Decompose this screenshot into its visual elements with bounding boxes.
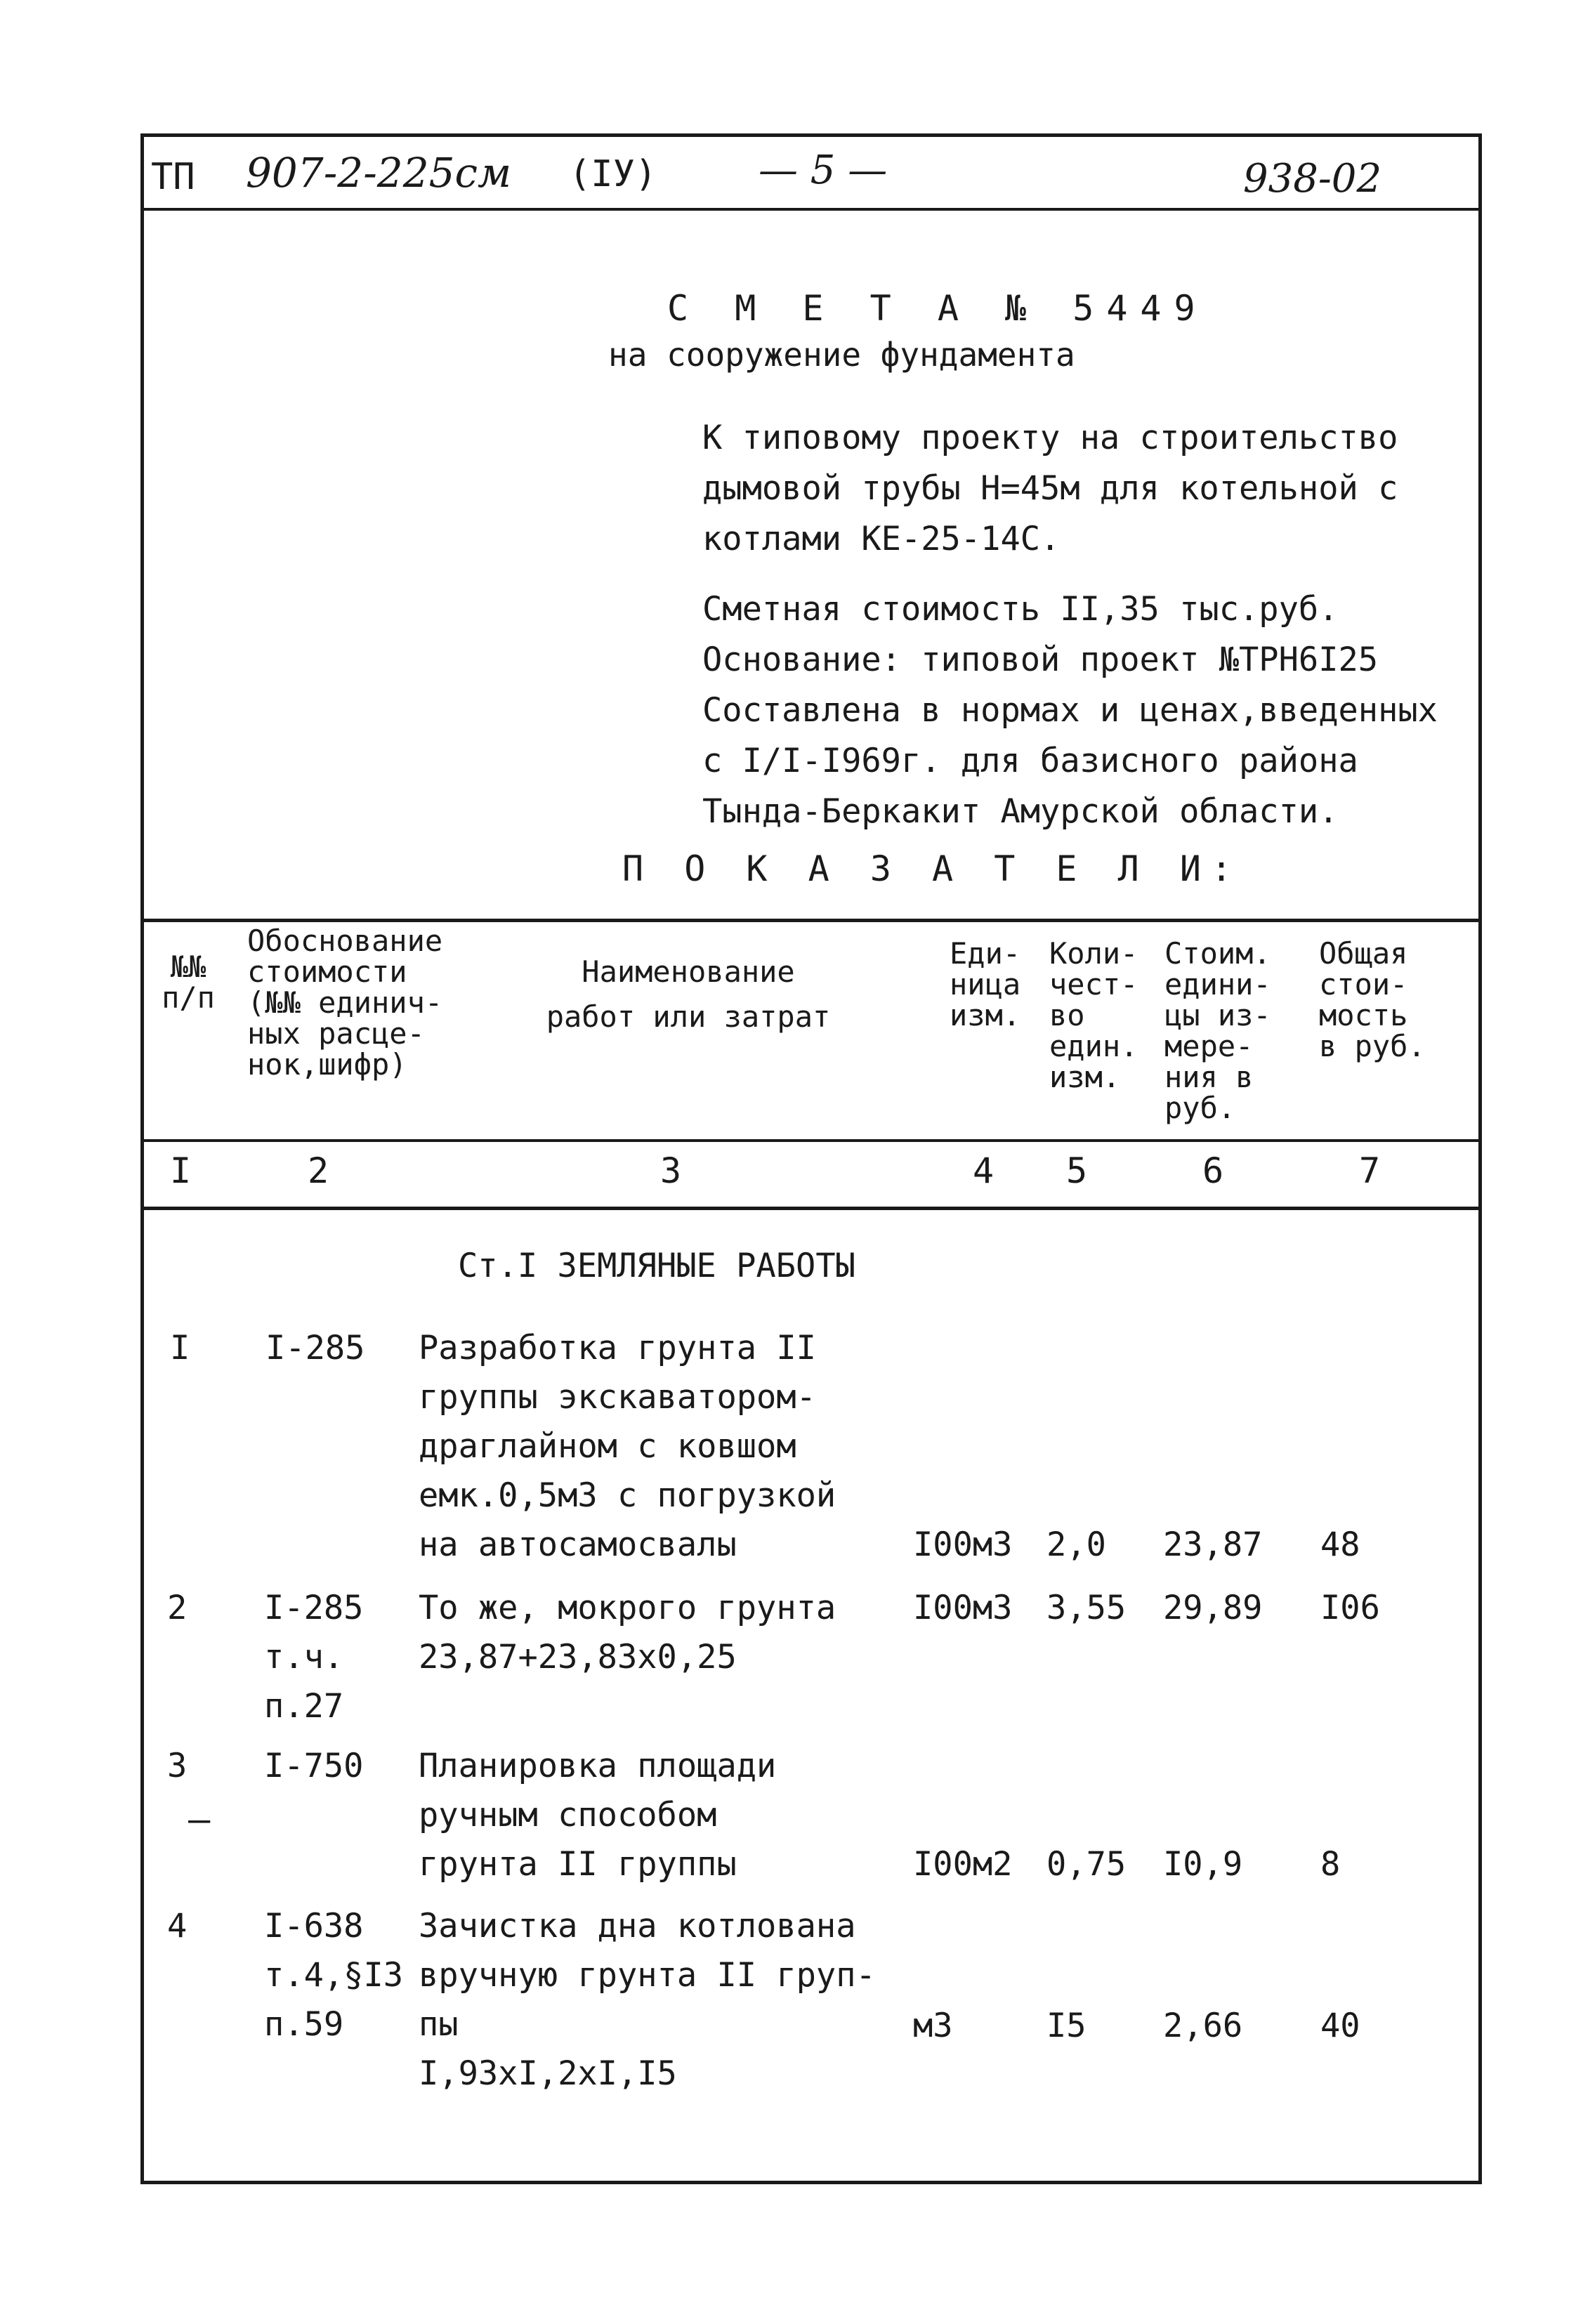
- row-unit-price: 29,89: [1163, 1589, 1263, 1627]
- column-number: I: [170, 1150, 192, 1191]
- column-number: 2: [308, 1150, 329, 1191]
- row-name: То же, мокрого грунта 23,87+23,83х0,25: [419, 1589, 836, 1676]
- row-unit-price: 23,87: [1163, 1525, 1263, 1564]
- column-number-rule: [140, 1207, 1482, 1210]
- estimate-subtitle: на сооружение фундамента: [608, 336, 1075, 374]
- header-col-1: №№ п/п: [162, 950, 215, 1015]
- row-unit: I00м3: [913, 1589, 1013, 1627]
- column-number: 6: [1202, 1150, 1224, 1191]
- row-dash-mark: –: [188, 1799, 211, 1841]
- column-number: 7: [1359, 1150, 1381, 1191]
- project-number: 907-2-225см: [246, 149, 512, 197]
- row-number: I: [170, 1329, 190, 1367]
- document-code: 938-02: [1243, 156, 1382, 202]
- header-col-2: Обоснование стоимости (№№ единич- ных расце- нок,шифр): [247, 924, 443, 1082]
- header-col-3: Наименование работ или затрат: [546, 954, 831, 1034]
- info-line: Составлена в нормах и ценах,введенных: [702, 691, 1438, 730]
- row-unit-price: 2,66: [1163, 2007, 1243, 2045]
- header-col-7: Общая стои- мость в руб.: [1319, 936, 1426, 1063]
- header-col-6: Стоим. едини- цы из- мере- ния в руб.: [1164, 936, 1271, 1125]
- info-line: котлами КЕ-25-14С.: [702, 520, 1061, 558]
- row-basis: I-285: [265, 1329, 365, 1367]
- header-col-5: Коли- чест- во един. изм.: [1049, 936, 1138, 1094]
- header-col-4: Еди- ница изм.: [950, 936, 1021, 1032]
- row-total: 48: [1320, 1525, 1360, 1564]
- table-top-rule: [140, 919, 1482, 922]
- info-line: Сметная стоимость II,35 тыс.руб.: [702, 590, 1339, 629]
- row-total: 40: [1320, 2007, 1360, 2045]
- row-basis: I-750: [264, 1747, 364, 1785]
- row-quantity: 3,55: [1046, 1589, 1127, 1627]
- column-number: 5: [1066, 1150, 1088, 1191]
- info-line: К типовому проекту на строительство: [702, 419, 1398, 457]
- info-line: с I/I-I969г. для базисного района: [702, 742, 1358, 780]
- row-basis: I-638 т.4,§I3 п.59: [264, 1907, 404, 2044]
- row-quantity: 0,75: [1046, 1845, 1127, 1884]
- header-bottom-rule: [140, 1139, 1482, 1142]
- tp-label: ТП: [151, 156, 195, 198]
- row-unit: I00м2: [913, 1845, 1013, 1884]
- column-number: 4: [973, 1150, 995, 1191]
- row-basis: I-285 т.ч. п.27: [264, 1589, 364, 1726]
- row-quantity: 2,0: [1046, 1525, 1106, 1564]
- row-number: 3: [167, 1747, 188, 1785]
- row-quantity: I5: [1046, 2007, 1087, 2045]
- indicators-title: П О К А З А Т Е Л И:: [622, 848, 1242, 889]
- row-unit: I00м3: [913, 1525, 1013, 1564]
- row-unit: м3: [913, 2007, 953, 2045]
- row-number: 2: [167, 1589, 188, 1627]
- row-total: I06: [1320, 1589, 1380, 1627]
- volume-label: (IУ): [569, 153, 657, 195]
- row-name: Разработка грунта II группы экскаватором- драглайном с ковшом емк.0,5м3 с погрузкой на автосамосвалы: [419, 1329, 836, 1564]
- row-total: 8: [1320, 1845, 1341, 1884]
- info-block: [702, 413, 1438, 837]
- estimate-title: С М Е Т А № 5449: [667, 288, 1208, 329]
- info-line: дымовой трубы Н=45м для котельной с: [702, 469, 1398, 508]
- page-number: — 5 —: [759, 147, 888, 193]
- row-number: 4: [167, 1907, 188, 1945]
- header-divider: [140, 208, 1482, 211]
- info-line: Тында-Беркакит Амурской области.: [702, 792, 1339, 831]
- row-name: Планировка площади ручным способом грунта II группы: [419, 1747, 777, 1884]
- info-line: Основание: типовой проект №ТРН6I25: [702, 641, 1379, 679]
- row-name: Зачистка дна котлована вручную грунта II груп- пы I,93хI,2хI,I5: [419, 1907, 876, 2093]
- row-unit-price: I0,9: [1163, 1845, 1243, 1884]
- column-number: 3: [660, 1150, 682, 1191]
- section-title: Ст.I ЗЕМЛЯНЫЕ РАБОТЫ: [458, 1247, 855, 1285]
